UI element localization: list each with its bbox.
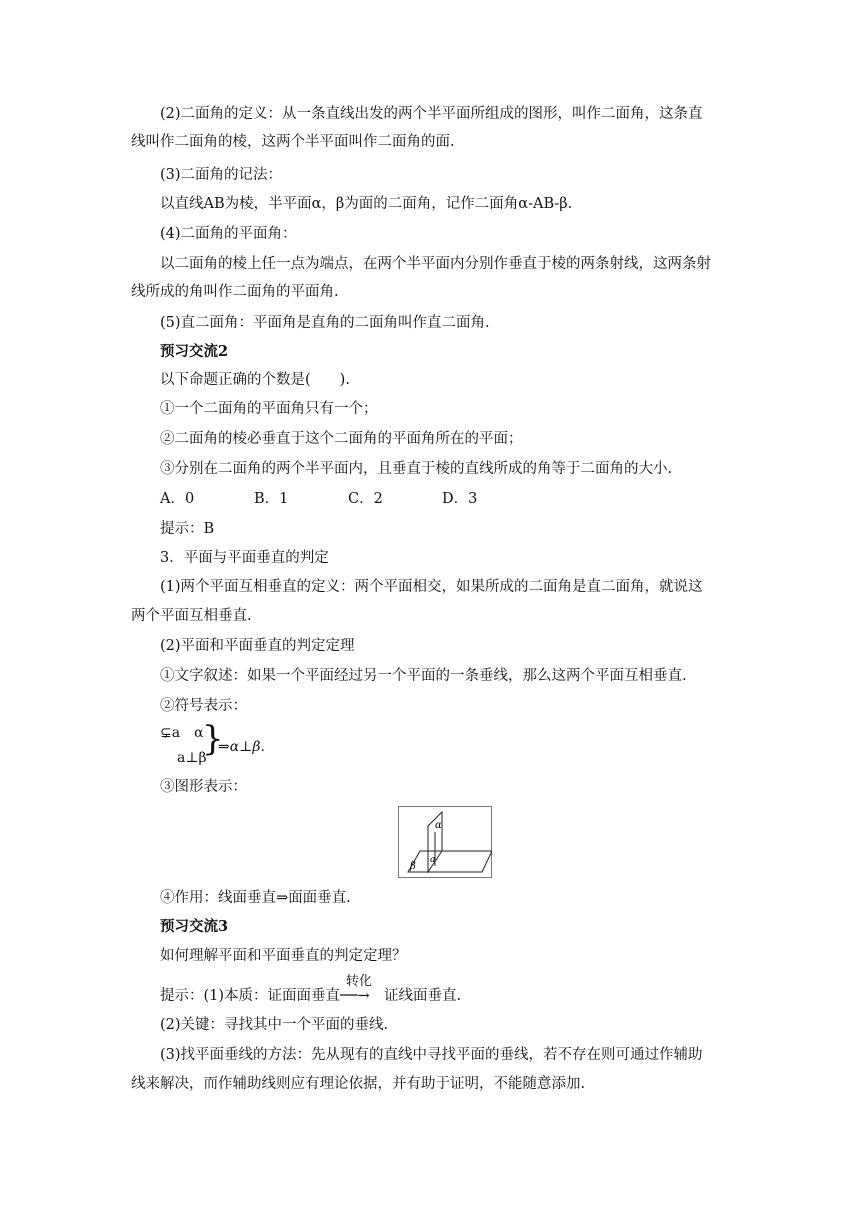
exchange3-question: 如何理解平面和平面垂直的判定定理？ [160, 948, 407, 964]
option-a: A．0 [160, 491, 195, 507]
right-brace: } [202, 719, 224, 759]
hint-suffix: 证线面垂直. [384, 988, 462, 1004]
perpendicular-planes-definition-line1: (1)两个平面互相垂直的定义：两个平面相交，如果所成的二面角是直二面角，就说这 [160, 579, 703, 595]
option-b: B．1 [254, 491, 289, 507]
theorem-heading: (2)平面和平面垂直的判定定理 [160, 638, 355, 654]
symbol-conclusion: ⇒α⊥β. [218, 739, 265, 755]
theorem-verbal-statement: ①文字叙述：如果一个平面经过另一个平面的一条垂线，那么这两个平面互相垂直. [160, 668, 687, 684]
notation-heading: (3)二面角的记法： [160, 167, 283, 183]
symbol-heading: ②符号表示： [160, 698, 247, 714]
figure-label-beta: β [410, 861, 416, 872]
exchange2-title: 预习交流2 [160, 343, 229, 360]
exchange2-question: 以下命题正确的个数是( ). [160, 372, 350, 388]
exchange2-options [160, 489, 477, 509]
plane-angle-line2: 线所成的角叫作二面角的平面角. [131, 284, 339, 300]
symbol-condition-2: a⊥β [177, 750, 207, 766]
exchange2-item-1: ①一个二面角的平面角只有一个； [160, 401, 378, 417]
plane-angle-line1: 以二面角的棱上任一点为端点，在两个半平面内分别作垂直于棱的两条射线，这两条射 [160, 256, 711, 272]
exchange3-title: 预习交流3 [160, 918, 229, 935]
section3-title: 3．平面与平面垂直的判定 [160, 550, 329, 566]
figure-heading: ③图形表示： [160, 779, 247, 795]
exchange3-hint-essence [160, 974, 462, 1006]
exchange3-method-line2: 线来解决，而作辅助线则应有理论依据，并有助于证明，不能随意添加. [131, 1076, 586, 1092]
dihedral-definition-line2: 线叫作二面角的棱，这两个半平面叫作二面角的面. [131, 134, 455, 150]
exchange2-hint: 提示：B [160, 521, 215, 537]
transform-arrow: 转化 ──→ [340, 974, 373, 1004]
figure-label-alpha: α [435, 820, 442, 831]
perpendicular-planes-figure [398, 806, 492, 878]
plane-angle-heading: (4)二面角的平面角： [160, 226, 297, 242]
exchange3-method-line1: (3)找平面垂线的方法：先从现有的直线中寻找平面的垂线，若不存在则可通过作辅助 [160, 1047, 703, 1063]
symbol-condition-1: ⊊a α [160, 725, 204, 741]
figure-label-a: a [430, 855, 436, 865]
exchange2-item-3: ③分别在二面角的两个半平面内，且垂直于棱的直线所成的角等于二面角的大小. [160, 461, 673, 477]
notation-body: 以直线AB为棱，半平面α，β为面的二面角，记作二面角α-AB-β. [160, 196, 573, 212]
option-d: D．3 [442, 491, 478, 507]
exchange3-key: (2)关键：寻找其中一个平面的垂线. [160, 1017, 389, 1033]
right-dihedral-definition: (5)直二面角：平面角是直角的二面角叫作直二面角. [160, 315, 490, 331]
arrow-label: 转化 [346, 974, 373, 989]
exchange2-item-2: ②二面角的棱必垂直于这个二面角的平面角所在的平面； [160, 431, 523, 447]
option-c: C．2 [348, 491, 383, 507]
dihedral-definition-line1: (2)二面角的定义：从一条直线出发的两个半平面所组成的图形，叫作二面角，这条直 [160, 106, 703, 122]
usage-statement: ④作用：线面垂直⇒面面垂直. [160, 890, 351, 906]
perpendicular-planes-definition-line2: 两个平面互相垂直. [131, 608, 252, 624]
hint-prefix: 提示：(1)本质：证面面垂直 [160, 988, 341, 1004]
